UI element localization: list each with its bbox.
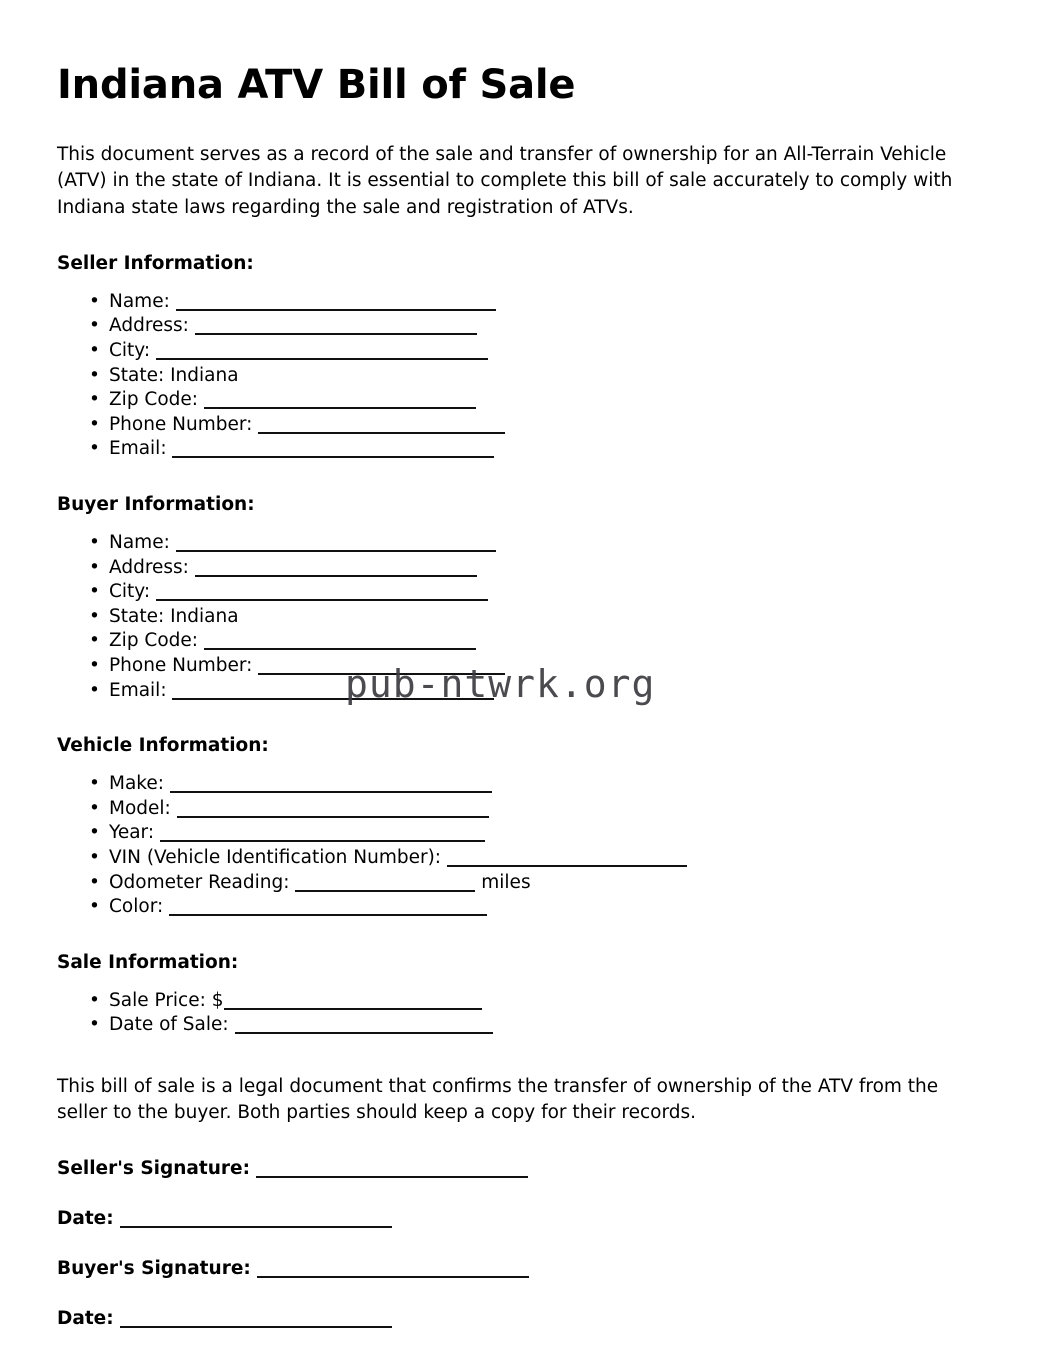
seller-information-list xyxy=(57,290,982,462)
field-label: Zip Code: xyxy=(109,630,199,652)
list-item xyxy=(57,290,982,315)
field-blank[interactable] xyxy=(177,816,489,818)
field-blank[interactable] xyxy=(176,309,496,311)
field-blank[interactable] xyxy=(204,648,476,650)
list-item xyxy=(57,989,982,1014)
vehicle-information-heading: Vehicle Information: xyxy=(57,735,269,757)
field-label: City: xyxy=(109,340,151,362)
list-item xyxy=(57,895,982,920)
field-blank[interactable] xyxy=(204,407,476,409)
field-label: Phone Number: xyxy=(109,655,253,677)
list-item xyxy=(57,364,982,389)
sale-information-heading: Sale Information: xyxy=(57,951,239,973)
field-label: Email: xyxy=(109,679,167,701)
field-label: Model: xyxy=(109,797,171,819)
field-blank[interactable] xyxy=(258,673,505,675)
buyer-date-row xyxy=(57,1307,982,1331)
field-label: State: xyxy=(109,364,165,386)
seller-signature-label: Seller's Signature: xyxy=(57,1157,250,1179)
field-blank[interactable] xyxy=(160,840,485,842)
intro-paragraph: This document serves as a record of the sale and transfer of ownership for an All-Terrain Vehicle (ATV) in the state of Indiana. It is essential to complete this bill of sale accurately to comply with Indiana state laws regarding the sale and registration of ATVs. xyxy=(57,144,953,218)
sale-information-list xyxy=(57,989,982,1038)
field-label: Phone Number: xyxy=(109,413,253,435)
list-item xyxy=(57,580,982,605)
field-label: Odometer Reading: xyxy=(109,871,290,893)
list-item xyxy=(57,388,982,413)
list-item xyxy=(57,531,982,556)
buyer-date-label: Date: xyxy=(57,1307,114,1329)
field-label: Make: xyxy=(109,773,164,795)
field-value: Indiana xyxy=(164,364,239,386)
field-suffix: miles xyxy=(475,871,531,893)
list-item xyxy=(57,413,982,438)
field-blank[interactable] xyxy=(172,698,494,700)
field-blank[interactable] xyxy=(258,432,505,434)
list-item xyxy=(57,437,982,462)
page-title: Indiana ATV Bill of Sale xyxy=(57,62,576,108)
seller-information-heading: Seller Information: xyxy=(57,252,254,274)
field-blank[interactable] xyxy=(195,333,477,335)
list-item xyxy=(57,556,982,581)
field-label: Date of Sale: xyxy=(109,1014,229,1036)
seller-signature-row xyxy=(57,1157,982,1181)
list-item xyxy=(57,1013,982,1038)
field-blank[interactable] xyxy=(224,1008,482,1010)
list-item xyxy=(57,314,982,339)
buyer-date-blank[interactable] xyxy=(120,1326,392,1328)
field-label: Email: xyxy=(109,438,167,460)
field-label: Name: xyxy=(109,532,170,554)
field-blank[interactable] xyxy=(156,358,488,360)
field-label: Sale Price: $ xyxy=(109,989,224,1011)
list-item xyxy=(57,772,982,797)
field-label: Address: xyxy=(109,315,189,337)
field-label: State: xyxy=(109,605,165,627)
buyer-information-heading: Buyer Information: xyxy=(57,494,255,515)
list-item xyxy=(57,339,982,364)
closing-paragraph: This bill of sale is a legal document that confirms the transfer of ownership of the ATV from the seller to the buyer. Both parties should keep a copy for their records. xyxy=(57,1076,939,1124)
list-item xyxy=(57,846,982,871)
list-item xyxy=(57,605,982,630)
field-blank[interactable] xyxy=(235,1032,493,1034)
field-blank[interactable] xyxy=(195,575,477,577)
field-blank[interactable] xyxy=(295,890,475,892)
field-blank[interactable] xyxy=(447,865,687,867)
list-item xyxy=(57,821,982,846)
buyer-information-list xyxy=(57,531,982,703)
field-label: Name: xyxy=(109,290,170,312)
field-blank[interactable] xyxy=(169,914,487,916)
field-blank[interactable] xyxy=(156,599,488,601)
buyer-signature-blank[interactable] xyxy=(257,1276,529,1278)
field-blank[interactable] xyxy=(170,791,492,793)
field-label: Color: xyxy=(109,896,164,918)
field-value: Indiana xyxy=(164,605,239,627)
list-item xyxy=(57,797,982,822)
list-item xyxy=(57,654,982,679)
signature-block xyxy=(57,1157,982,1331)
seller-date-label: Date: xyxy=(57,1207,114,1229)
vehicle-information-list xyxy=(57,772,982,920)
list-item xyxy=(57,679,982,704)
buyer-signature-row xyxy=(57,1257,982,1281)
buyer-signature-label: Buyer's Signature: xyxy=(57,1257,251,1279)
list-item xyxy=(57,629,982,654)
seller-signature-blank[interactable] xyxy=(256,1176,528,1178)
field-blank[interactable] xyxy=(176,550,496,552)
seller-date-blank[interactable] xyxy=(120,1226,392,1228)
field-blank[interactable] xyxy=(172,456,494,458)
site-watermark: pub-ntwrk.org xyxy=(345,662,656,706)
field-label: Year: xyxy=(109,822,155,844)
list-item xyxy=(57,871,982,896)
seller-date-row xyxy=(57,1207,982,1231)
document-content xyxy=(57,62,982,1331)
field-label: City: xyxy=(109,581,151,603)
field-label: Zip Code: xyxy=(109,389,199,411)
field-label: Address: xyxy=(109,556,189,578)
field-label: VIN (Vehicle Identification Number): xyxy=(109,847,442,869)
